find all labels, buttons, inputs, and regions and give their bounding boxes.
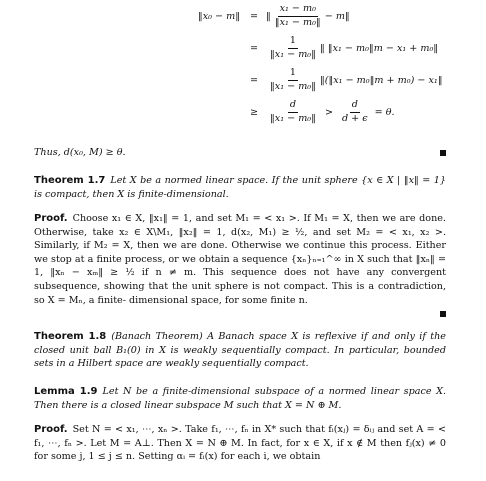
equation-relation: ≥	[249, 106, 259, 118]
proof-1	[34, 212, 446, 307]
theorem-1-7	[34, 174, 446, 201]
numerator: x₁ − m₀	[278, 4, 318, 16]
proof-2	[34, 423, 446, 464]
rhs-tail: = θ.	[374, 106, 395, 118]
proof-body: Choose x₁ ∈ X, ‖x₁‖ = 1, and set M₁ = < x₁ >. If M₁ = X, then we are done. Otherwise, take x₂ ∈ X\M₁, ‖x₂‖ = 1, d(x₂, M₁) ≥ ½, and set M₂ = < x₁, x₂ >. Similarly, if M₂ = X, then we are done. Otherwise we continue this process. Either we stop at a finite process, or we obtain a sequence {xₙ}ₙ₌₁^∞ in X such that ‖xₙ‖ = 1, ‖xₙ − xₘ‖ ≥ ½ if n ≠ m. This sequence does not have any convergent subsequence, showing that the unit sphere is not compact. This is a contradiction, so X = Mₙ, a finite- dimensional space, for some finite n.	[34, 213, 446, 306]
thus-text: Thus, d(x₀, M) ≥ θ.	[34, 147, 126, 158]
equation-row-3	[0, 68, 486, 92]
proof-heading: Proof.	[34, 213, 68, 224]
fraction	[268, 68, 318, 91]
fraction	[268, 36, 318, 59]
denominator: d + ϵ	[341, 112, 368, 124]
denominator: ‖x₁ − m₀‖	[270, 80, 316, 92]
equation-relation: =	[249, 42, 259, 54]
fraction	[340, 100, 370, 123]
equation-rhs	[266, 100, 395, 123]
lemma-heading: Lemma 1.9	[34, 386, 98, 397]
greater-than: >	[324, 106, 333, 118]
rhs-tail: ‖(‖x₁ − m₀‖m + m₀) − x₁‖	[319, 74, 443, 86]
rhs-tail: ‖ ‖x₁ − m₀‖m − x₁ + m₀‖	[319, 42, 439, 54]
qed-square	[440, 150, 446, 156]
theorem-heading: Theorem 1.7	[34, 175, 106, 186]
qed-square	[440, 311, 446, 317]
equation-rhs	[266, 4, 350, 27]
denominator: ‖x₁ − m₀‖	[270, 112, 316, 124]
equation-rhs	[266, 68, 443, 91]
proof-heading: Proof.	[34, 424, 68, 435]
rhs-tail: − m‖	[324, 10, 350, 22]
equation-row-1	[0, 4, 486, 28]
denominator: ‖x₁ − m₀‖	[270, 48, 316, 60]
numerator: d	[288, 100, 298, 112]
equation-row-2	[0, 36, 486, 60]
theorem-body: (Banach Theorem) A Banach space X is reflexive if and only if the closed unit ball B₁(0) in X is weakly sequentially compact. In particular, bounded sets in a Hilbert space are weakly sequentially compact.	[34, 331, 446, 370]
theorem-1-8	[34, 330, 446, 371]
proof-body: Set N = < x₁, ⋯, xₙ >. Take f₁, ⋯, fₙ in X* such that fᵢ(xⱼ) = δᵢⱼ and set A = < f₁, ⋯, fₙ >. Let M = A⊥. Then X = N ⊕ M. In fact, for x ∈ X, if x ∉ M then fⱼ(x) ≠ 0 for some j, 1 ≤ j ≤ n. Setting αᵢ = fᵢ(x) for each i, we obtain	[34, 424, 446, 463]
numerator: d	[350, 100, 360, 112]
denominator: ‖x₁ − m₀‖	[274, 16, 321, 28]
theorem-heading: Theorem 1.8	[34, 331, 107, 342]
numerator: 1	[288, 36, 298, 48]
lemma-1-9	[34, 385, 446, 412]
fraction	[268, 100, 318, 123]
theorem-body: Let X be a normed linear space. If the unit sphere {x ∈ X | ‖x‖ = 1} is compact, then X is finite-dimensional.	[34, 175, 446, 200]
fraction	[273, 4, 323, 27]
equation-relation: =	[249, 74, 259, 86]
equation-relation: =	[249, 10, 259, 22]
equation-row-4	[0, 100, 486, 124]
numerator: 1	[288, 68, 298, 80]
lemma-body: Let N be a finite-dimensional subspace of a normed linear space X. Then there is a closed linear subspace M such that X = N ⊕ M.	[34, 386, 446, 411]
equation-rhs	[266, 36, 438, 59]
norm-open: ‖	[266, 10, 271, 22]
thus-line	[34, 146, 446, 160]
equation-lhs: ‖x₀ − m‖	[197, 10, 240, 22]
